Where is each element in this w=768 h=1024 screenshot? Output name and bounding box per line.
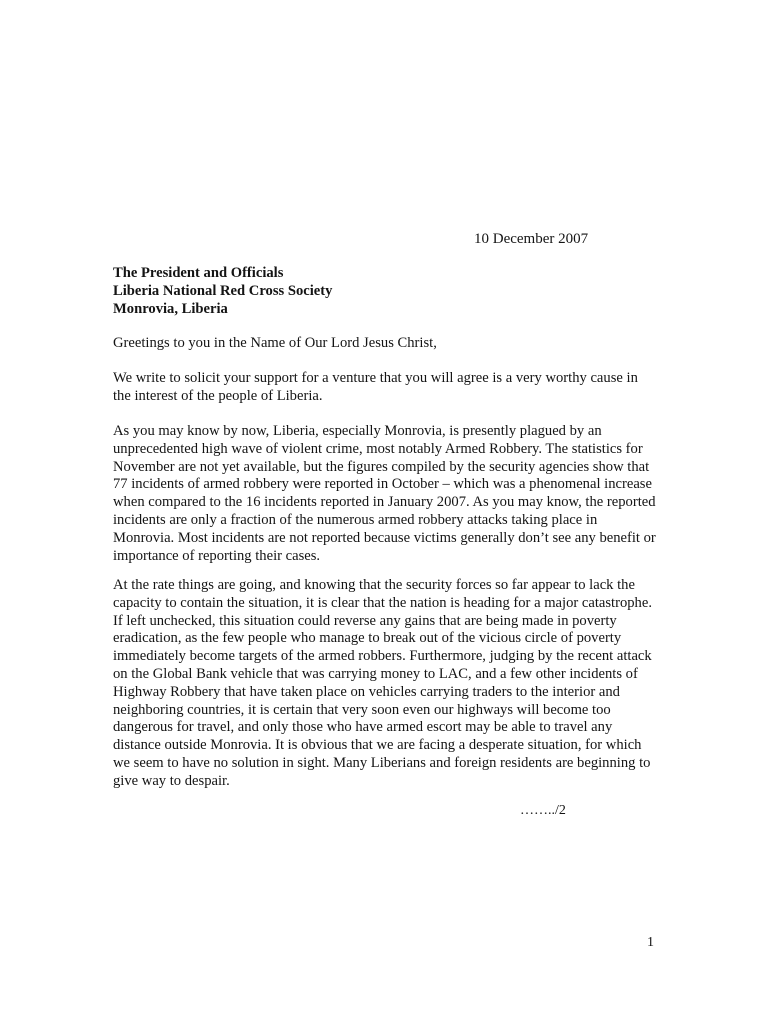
paragraph-3: At the rate things are going, and knowing that the security forces so far appear to lack the capacity to contain the situation, it is clear that the nation is heading for a major catastrophe. If left unchecked, this situation could reverse any gains that are being made in poverty eradication, as the few people who manage to break out of the vicious circle of poverty immediately become targets of the armed robbers. Furthermore, judging by the recent attack on the Global Bank vehicle that was carrying money to LAC, and a few other incidents of Highway Robbery that have taken place on vehicles carrying traders to the interior and neighboring countries, it is certain that very soon even our highways will become too dangerous for travel, and only those who have armed escort may be able to travel any distance outside Monrovia. It is obvious that we are facing a desperate situation, for which we seem to have no solution in sight. Many Liberians and foreign residents are beginning to give way to despair. <box>113 577 652 789</box>
greeting: Greetings to you in the Name of Our Lord Jesus Christ, <box>113 335 437 351</box>
letter-date: 10 December 2007 <box>474 231 589 247</box>
addressee-line-1: The President and Officials <box>113 265 284 281</box>
addressee-line-2: Liberia National Red Cross Society <box>113 283 333 299</box>
continuation-marker: ……../2 <box>520 803 566 818</box>
paragraph-1: We write to solicit your support for a venture that you will agree is a very worthy cause in the interest of the people of Liberia. <box>113 370 638 404</box>
addressee-block <box>113 264 332 318</box>
page-number: 1 <box>647 935 654 950</box>
addressee-line-3: Monrovia, Liberia <box>113 301 228 317</box>
paragraph-2: As you may know by now, Liberia, especially Monrovia, is presently plagued by an unprecedented high wave of violent crime, most notably Armed Robbery. The statistics for November are not yet available, but the figures compiled by the security agencies show that 77 incidents of armed robbery were reported in October – which was a phenomenal increase when compared to the 16 incidents reported in January 2007. As you may know, the reported incidents are only a fraction of the numerous armed robbery attacks taking place in Monrovia. Most incidents are not reported because victims generally don’t see any benefit or importance of reporting their cases. <box>113 423 656 564</box>
